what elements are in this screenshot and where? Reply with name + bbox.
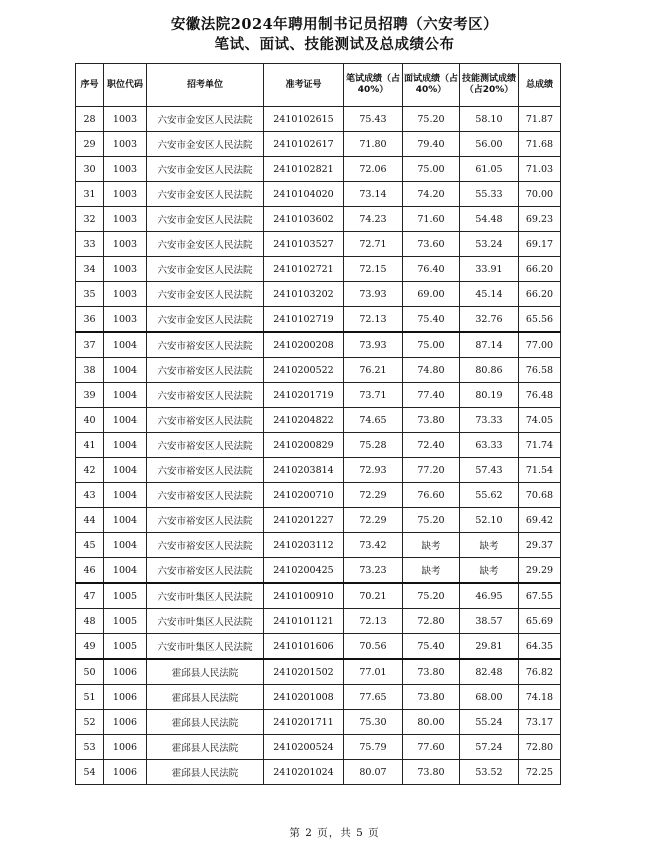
- cell-seq: 47: [76, 583, 104, 609]
- cell-position-code: 1003: [104, 257, 147, 282]
- cell-ticket-number: 2410102617: [264, 132, 344, 157]
- cell-position-code: 1003: [104, 232, 147, 257]
- cell-position-code: 1003: [104, 307, 147, 333]
- cell-interview-score: 76.40: [403, 257, 460, 282]
- cell-total-score: 69.42: [519, 508, 561, 533]
- cell-position-code: 1004: [104, 558, 147, 584]
- cell-skill-score: 57.43: [460, 458, 519, 483]
- table-row: [76, 710, 561, 735]
- cell-total-score: 76.58: [519, 358, 561, 383]
- cell-written-score: 73.93: [344, 332, 403, 358]
- cell-ticket-number: 2410203814: [264, 458, 344, 483]
- cell-skill-score: 53.52: [460, 760, 519, 785]
- cell-unit: 六安市金安区人民法院: [147, 182, 264, 207]
- cell-written-score: 72.13: [344, 609, 403, 634]
- header-position-code: 职位代码: [104, 64, 147, 107]
- cell-seq: 41: [76, 433, 104, 458]
- cell-seq: 50: [76, 659, 104, 685]
- page-footer: 第 2 页，共 5 页: [289, 827, 380, 839]
- cell-unit: 霍邱县人民法院: [147, 659, 264, 685]
- cell-ticket-number: 2410201719: [264, 383, 344, 408]
- cell-seq: 29: [76, 132, 104, 157]
- cell-interview-score: 73.80: [403, 685, 460, 710]
- cell-seq: 30: [76, 157, 104, 182]
- cell-seq: 31: [76, 182, 104, 207]
- cell-skill-score: 55.62: [460, 483, 519, 508]
- cell-unit: 六安市金安区人民法院: [147, 257, 264, 282]
- cell-position-code: 1006: [104, 710, 147, 735]
- cell-ticket-number: 2410201502: [264, 659, 344, 685]
- cell-written-score: 75.79: [344, 735, 403, 760]
- cell-skill-score: 73.33: [460, 408, 519, 433]
- cell-total-score: 65.56: [519, 307, 561, 333]
- cell-skill-score: 68.00: [460, 685, 519, 710]
- cell-unit: 霍邱县人民法院: [147, 760, 264, 785]
- table-row: [76, 257, 561, 282]
- cell-unit: 六安市裕安区人民法院: [147, 408, 264, 433]
- cell-ticket-number: 2410101121: [264, 609, 344, 634]
- cell-ticket-number: 2410103527: [264, 232, 344, 257]
- cell-written-score: 72.29: [344, 508, 403, 533]
- cell-seq: 39: [76, 383, 104, 408]
- table-row: [76, 685, 561, 710]
- cell-interview-score: 77.40: [403, 383, 460, 408]
- cell-seq: 51: [76, 685, 104, 710]
- cell-unit: 六安市裕安区人民法院: [147, 433, 264, 458]
- cell-interview-score: 75.40: [403, 634, 460, 660]
- cell-written-score: 70.21: [344, 583, 403, 609]
- cell-unit: 霍邱县人民法院: [147, 710, 264, 735]
- cell-total-score: 74.18: [519, 685, 561, 710]
- table-row: [76, 207, 561, 232]
- cell-written-score: 72.29: [344, 483, 403, 508]
- cell-position-code: 1004: [104, 533, 147, 558]
- cell-seq: 43: [76, 483, 104, 508]
- cell-total-score: 71.74: [519, 433, 561, 458]
- table-row: [76, 107, 561, 132]
- cell-interview-score: 缺考: [403, 533, 460, 558]
- cell-unit: 六安市裕安区人民法院: [147, 358, 264, 383]
- cell-seq: 53: [76, 735, 104, 760]
- cell-position-code: 1004: [104, 383, 147, 408]
- cell-written-score: 73.23: [344, 558, 403, 584]
- cell-interview-score: 71.60: [403, 207, 460, 232]
- cell-written-score: 76.21: [344, 358, 403, 383]
- cell-ticket-number: 2410201008: [264, 685, 344, 710]
- cell-skill-score: 63.33: [460, 433, 519, 458]
- header-ticket-number: 准考证号: [264, 64, 344, 107]
- cell-total-score: 73.17: [519, 710, 561, 735]
- cell-total-score: 69.17: [519, 232, 561, 257]
- cell-position-code: 1003: [104, 132, 147, 157]
- cell-written-score: 77.65: [344, 685, 403, 710]
- cell-total-score: 72.25: [519, 760, 561, 785]
- cell-interview-score: 77.20: [403, 458, 460, 483]
- cell-written-score: 72.93: [344, 458, 403, 483]
- cell-interview-score: 73.80: [403, 760, 460, 785]
- cell-seq: 34: [76, 257, 104, 282]
- header-total-score: 总成绩: [519, 64, 561, 107]
- table-row: [76, 583, 561, 609]
- cell-written-score: 73.71: [344, 383, 403, 408]
- cell-written-score: 75.28: [344, 433, 403, 458]
- cell-seq: 49: [76, 634, 104, 660]
- table-row: [76, 408, 561, 433]
- cell-seq: 38: [76, 358, 104, 383]
- cell-written-score: 75.30: [344, 710, 403, 735]
- table-row: [76, 332, 561, 358]
- cell-interview-score: 72.80: [403, 609, 460, 634]
- table-row: [76, 533, 561, 558]
- cell-written-score: 74.65: [344, 408, 403, 433]
- cell-written-score: 74.23: [344, 207, 403, 232]
- table-row: [76, 157, 561, 182]
- cell-written-score: 70.56: [344, 634, 403, 660]
- cell-interview-score: 79.40: [403, 132, 460, 157]
- cell-skill-score: 45.14: [460, 282, 519, 307]
- table-row: [76, 182, 561, 207]
- cell-seq: 40: [76, 408, 104, 433]
- header-interview-score: 面试成绩（占40%）: [403, 64, 460, 107]
- header-skill-score: 技能测试成绩（占20%）: [460, 64, 519, 107]
- cell-ticket-number: 2410201711: [264, 710, 344, 735]
- cell-interview-score: 75.00: [403, 157, 460, 182]
- cell-written-score: 73.93: [344, 282, 403, 307]
- cell-written-score: 73.14: [344, 182, 403, 207]
- cell-interview-score: 75.20: [403, 107, 460, 132]
- table-row: [76, 609, 561, 634]
- cell-seq: 32: [76, 207, 104, 232]
- cell-total-score: 74.05: [519, 408, 561, 433]
- table-row: [76, 659, 561, 685]
- cell-ticket-number: 2410200522: [264, 358, 344, 383]
- cell-total-score: 70.68: [519, 483, 561, 508]
- cell-unit: 六安市金安区人民法院: [147, 307, 264, 333]
- cell-total-score: 71.03: [519, 157, 561, 182]
- cell-interview-score: 73.80: [403, 408, 460, 433]
- cell-seq: 52: [76, 710, 104, 735]
- cell-ticket-number: 2410200524: [264, 735, 344, 760]
- cell-written-score: 80.07: [344, 760, 403, 785]
- cell-ticket-number: 2410102821: [264, 157, 344, 182]
- cell-position-code: 1006: [104, 685, 147, 710]
- cell-skill-score: 54.48: [460, 207, 519, 232]
- cell-position-code: 1004: [104, 433, 147, 458]
- cell-seq: 44: [76, 508, 104, 533]
- cell-total-score: 77.00: [519, 332, 561, 358]
- cell-written-score: 72.71: [344, 232, 403, 257]
- cell-seq: 46: [76, 558, 104, 584]
- cell-written-score: 77.01: [344, 659, 403, 685]
- cell-skill-score: 缺考: [460, 533, 519, 558]
- cell-position-code: 1005: [104, 609, 147, 634]
- cell-position-code: 1004: [104, 458, 147, 483]
- cell-position-code: 1003: [104, 207, 147, 232]
- cell-unit: 霍邱县人民法院: [147, 735, 264, 760]
- cell-unit: 六安市金安区人民法院: [147, 157, 264, 182]
- cell-total-score: 29.37: [519, 533, 561, 558]
- cell-interview-score: 74.80: [403, 358, 460, 383]
- cell-unit: 六安市金安区人民法院: [147, 207, 264, 232]
- cell-unit: 六安市叶集区人民法院: [147, 583, 264, 609]
- cell-ticket-number: 2410101606: [264, 634, 344, 660]
- cell-unit: 六安市裕安区人民法院: [147, 383, 264, 408]
- cell-ticket-number: 2410102719: [264, 307, 344, 333]
- cell-interview-score: 75.20: [403, 508, 460, 533]
- cell-skill-score: 29.81: [460, 634, 519, 660]
- cell-seq: 37: [76, 332, 104, 358]
- cell-ticket-number: 2410103202: [264, 282, 344, 307]
- cell-ticket-number: 2410203112: [264, 533, 344, 558]
- table-header-row: [76, 64, 561, 107]
- cell-ticket-number: 2410200425: [264, 558, 344, 584]
- cell-ticket-number: 2410204822: [264, 408, 344, 433]
- cell-skill-score: 缺考: [460, 558, 519, 584]
- table-row: [76, 307, 561, 333]
- cell-skill-score: 56.00: [460, 132, 519, 157]
- cell-unit: 六安市金安区人民法院: [147, 107, 264, 132]
- cell-unit: 六安市裕安区人民法院: [147, 332, 264, 358]
- cell-written-score: 75.43: [344, 107, 403, 132]
- cell-skill-score: 32.76: [460, 307, 519, 333]
- cell-unit: 霍邱县人民法院: [147, 685, 264, 710]
- table-row: [76, 760, 561, 785]
- cell-seq: 42: [76, 458, 104, 483]
- cell-ticket-number: 2410100910: [264, 583, 344, 609]
- table-row: [76, 282, 561, 307]
- cell-seq: 28: [76, 107, 104, 132]
- cell-unit: 六安市金安区人民法院: [147, 282, 264, 307]
- cell-skill-score: 57.24: [460, 735, 519, 760]
- cell-total-score: 65.69: [519, 609, 561, 634]
- cell-interview-score: 72.40: [403, 433, 460, 458]
- cell-seq: 35: [76, 282, 104, 307]
- cell-total-score: 64.35: [519, 634, 561, 660]
- cell-total-score: 29.29: [519, 558, 561, 584]
- cell-position-code: 1004: [104, 483, 147, 508]
- cell-interview-score: 77.60: [403, 735, 460, 760]
- cell-interview-score: 69.00: [403, 282, 460, 307]
- table-row: [76, 735, 561, 760]
- cell-interview-score: 73.80: [403, 659, 460, 685]
- cell-interview-score: 75.00: [403, 332, 460, 358]
- cell-skill-score: 55.24: [460, 710, 519, 735]
- results-table: [75, 63, 561, 785]
- cell-unit: 六安市叶集区人民法院: [147, 634, 264, 660]
- cell-interview-score: 74.20: [403, 182, 460, 207]
- cell-ticket-number: 2410201024: [264, 760, 344, 785]
- table-row: [76, 132, 561, 157]
- cell-total-score: 71.68: [519, 132, 561, 157]
- table-row: [76, 458, 561, 483]
- cell-skill-score: 52.10: [460, 508, 519, 533]
- cell-position-code: 1004: [104, 332, 147, 358]
- cell-total-score: 76.48: [519, 383, 561, 408]
- cell-unit: 六安市金安区人民法院: [147, 232, 264, 257]
- cell-ticket-number: 2410104020: [264, 182, 344, 207]
- cell-total-score: 72.80: [519, 735, 561, 760]
- cell-position-code: 1004: [104, 408, 147, 433]
- cell-ticket-number: 2410200710: [264, 483, 344, 508]
- cell-position-code: 1005: [104, 634, 147, 660]
- cell-unit: 六安市裕安区人民法院: [147, 508, 264, 533]
- cell-position-code: 1003: [104, 157, 147, 182]
- document-subtitle: 笔试、面试、技能测试及总成绩公布: [214, 36, 455, 53]
- cell-total-score: 70.00: [519, 182, 561, 207]
- cell-skill-score: 33.91: [460, 257, 519, 282]
- table-row: [76, 433, 561, 458]
- cell-interview-score: 75.40: [403, 307, 460, 333]
- cell-position-code: 1006: [104, 735, 147, 760]
- cell-skill-score: 55.33: [460, 182, 519, 207]
- cell-position-code: 1004: [104, 508, 147, 533]
- cell-unit: 六安市裕安区人民法院: [147, 458, 264, 483]
- table-row: [76, 508, 561, 533]
- header-unit: 招考单位: [147, 64, 264, 107]
- cell-unit: 六安市叶集区人民法院: [147, 609, 264, 634]
- header-seq: 序号: [76, 64, 104, 107]
- header-written-score: 笔试成绩（占40%）: [344, 64, 403, 107]
- cell-total-score: 66.20: [519, 257, 561, 282]
- table-row: [76, 634, 561, 660]
- cell-position-code: 1004: [104, 358, 147, 383]
- cell-skill-score: 53.24: [460, 232, 519, 257]
- cell-interview-score: 80.00: [403, 710, 460, 735]
- cell-seq: 54: [76, 760, 104, 785]
- cell-ticket-number: 2410103602: [264, 207, 344, 232]
- cell-position-code: 1003: [104, 107, 147, 132]
- table-row: [76, 483, 561, 508]
- cell-interview-score: 缺考: [403, 558, 460, 584]
- cell-interview-score: 75.20: [403, 583, 460, 609]
- document-title: 安徽法院2024年聘用制书记员招聘（六安考区）: [170, 16, 499, 33]
- results-body: [76, 107, 561, 785]
- cell-unit: 六安市金安区人民法院: [147, 132, 264, 157]
- cell-seq: 48: [76, 609, 104, 634]
- cell-total-score: 71.54: [519, 458, 561, 483]
- cell-written-score: 71.80: [344, 132, 403, 157]
- cell-skill-score: 58.10: [460, 107, 519, 132]
- cell-ticket-number: 2410200829: [264, 433, 344, 458]
- cell-written-score: 72.06: [344, 157, 403, 182]
- cell-unit: 六安市裕安区人民法院: [147, 558, 264, 584]
- cell-skill-score: 80.86: [460, 358, 519, 383]
- cell-ticket-number: 2410102615: [264, 107, 344, 132]
- cell-total-score: 67.55: [519, 583, 561, 609]
- cell-unit: 六安市裕安区人民法院: [147, 533, 264, 558]
- cell-seq: 36: [76, 307, 104, 333]
- cell-ticket-number: 2410102721: [264, 257, 344, 282]
- cell-total-score: 69.23: [519, 207, 561, 232]
- cell-skill-score: 87.14: [460, 332, 519, 358]
- cell-total-score: 76.82: [519, 659, 561, 685]
- cell-position-code: 1003: [104, 282, 147, 307]
- cell-seq: 45: [76, 533, 104, 558]
- cell-position-code: 1003: [104, 182, 147, 207]
- cell-interview-score: 76.60: [403, 483, 460, 508]
- cell-skill-score: 80.19: [460, 383, 519, 408]
- cell-total-score: 71.87: [519, 107, 561, 132]
- table-row: [76, 232, 561, 257]
- cell-skill-score: 61.05: [460, 157, 519, 182]
- cell-unit: 六安市裕安区人民法院: [147, 483, 264, 508]
- cell-interview-score: 73.60: [403, 232, 460, 257]
- cell-position-code: 1006: [104, 659, 147, 685]
- cell-written-score: 73.42: [344, 533, 403, 558]
- cell-written-score: 72.13: [344, 307, 403, 333]
- cell-total-score: 66.20: [519, 282, 561, 307]
- cell-skill-score: 82.48: [460, 659, 519, 685]
- cell-position-code: 1005: [104, 583, 147, 609]
- cell-position-code: 1006: [104, 760, 147, 785]
- cell-ticket-number: 2410200208: [264, 332, 344, 358]
- cell-ticket-number: 2410201227: [264, 508, 344, 533]
- cell-skill-score: 38.57: [460, 609, 519, 634]
- table-row: [76, 358, 561, 383]
- table-row: [76, 558, 561, 584]
- table-row: [76, 383, 561, 408]
- cell-seq: 33: [76, 232, 104, 257]
- cell-written-score: 72.15: [344, 257, 403, 282]
- cell-skill-score: 46.95: [460, 583, 519, 609]
